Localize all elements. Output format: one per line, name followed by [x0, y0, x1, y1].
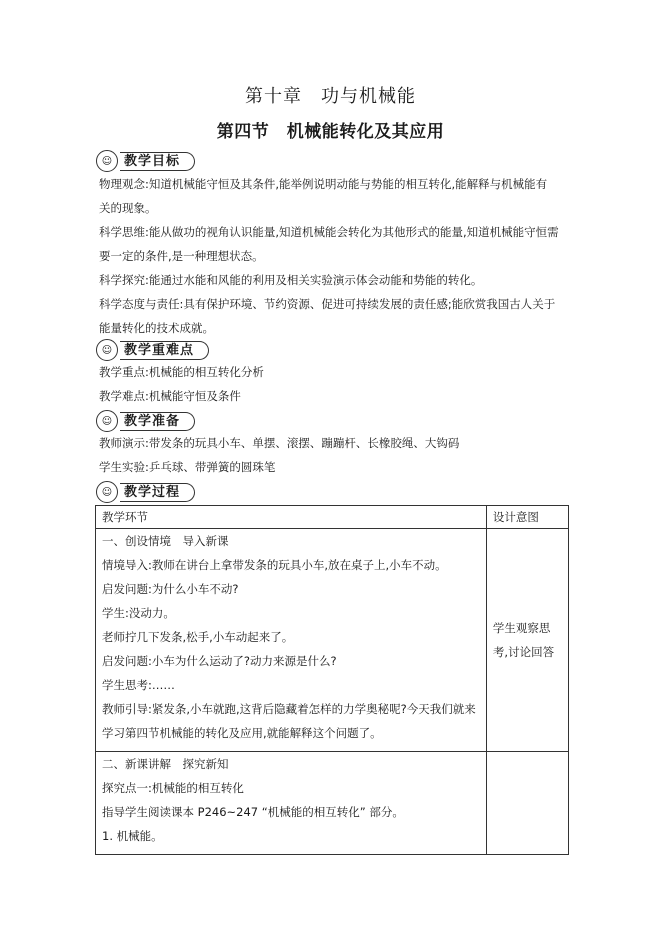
goal-line: 科学探究:能通过水能和风能的利用及相关实验演示体会动能和势能的转化。: [99, 273, 483, 287]
row1-line: 启发问题:为什么小车不动?: [102, 582, 239, 596]
key-points-text: [99, 360, 571, 408]
row1-line: 学习第四节机械能的转化及应用,就能解释这个问题了。: [102, 726, 382, 740]
goals-text: [99, 172, 571, 340]
table-row: [96, 529, 569, 752]
table-row: [96, 752, 569, 855]
goal-line: 关的现象。: [99, 201, 157, 215]
header-cell-intent: 设计意图: [486, 506, 568, 529]
key-point-line: 教学重点:机械能的相互转化分析: [99, 365, 264, 379]
key-point-line: 教学难点:机械能守恒及条件: [99, 389, 241, 403]
smiley-icon: ☺: [96, 339, 118, 361]
row1-line: 教师引导:紧发条,小车就跑,这背后隐藏着怎样的力学奥秘呢?今天我们就来: [102, 702, 476, 716]
section-title: 第四节 机械能转化及其应用: [216, 122, 445, 142]
row1-intent-cell: [486, 529, 568, 752]
table-header-row: [96, 506, 569, 529]
goals-heading: [96, 150, 195, 172]
goal-line: 科学态度与责任:具有保护环境、节约资源、促进可持续发展的责任感;能欣赏我国古人关于: [99, 297, 556, 311]
row1-line: 情境导入:教师在讲台上拿带发条的玩具小车,放在桌子上,小车不动。: [102, 558, 447, 572]
smiley-icon: ☺: [96, 481, 118, 503]
key-points-heading-label: 教学重难点: [120, 341, 209, 360]
chapter-title: 第十章 功与机械能: [245, 86, 416, 107]
row2-line: 二、新课讲解 探究新知: [102, 757, 229, 771]
preparation-line: 教师演示:带发条的玩具小车、单摆、滚摆、蹦蹦杆、长橡胶绳、大钩码: [99, 436, 460, 450]
process-heading: [96, 481, 195, 503]
row2-content: [96, 752, 487, 855]
row1-line: 老师拧几下发条,松手,小车动起来了。: [102, 630, 294, 644]
row1-line: 学生思考:……: [102, 678, 175, 692]
goal-line: 要一定的条件,是一种理想状态。: [99, 249, 264, 263]
row1-content: [96, 529, 487, 752]
goal-line: 能量转化的技术成就。: [99, 321, 214, 335]
header-cell-stage: 教学环节: [96, 506, 487, 529]
goals-heading-label: 教学目标: [120, 152, 195, 171]
goal-line: 物理观念:知道机械能守恒及其条件,能举例说明动能与势能的相互转化,能解释与机械能有: [99, 177, 548, 191]
preparation-heading: [96, 410, 195, 432]
row2-line: 1. 机械能。: [102, 829, 163, 843]
row1-line: 一、创设情境 导入新课: [102, 534, 229, 548]
smiley-icon: ☺: [96, 410, 118, 432]
process-table: [95, 505, 569, 855]
preparation-text: [99, 431, 571, 479]
row2-line: 探究点一:机械能的相互转化: [102, 781, 244, 795]
row1-line: 启发问题:小车为什么运动了?动力来源是什么?: [102, 654, 337, 668]
key-points-heading: [96, 339, 209, 361]
row2-intent-cell: [486, 752, 568, 855]
row1-line: 学生:没动力。: [102, 606, 175, 620]
process-heading-label: 教学过程: [120, 483, 195, 502]
preparation-line: 学生实验:乒乓球、带弹簧的圆珠笔: [99, 460, 276, 474]
goal-line: 科学思维:能从做功的视角认识能量,知道机械能会转化为其他形式的能量,知道机械能守恒需: [99, 225, 559, 239]
row2-line: 指导学生阅读课本 P246~247 “机械能的相互转化” 部分。: [102, 805, 404, 819]
smiley-icon: ☺: [96, 150, 118, 172]
preparation-heading-label: 教学准备: [120, 412, 195, 431]
row1-intent: 学生观察思考,讨论回答: [492, 621, 555, 659]
